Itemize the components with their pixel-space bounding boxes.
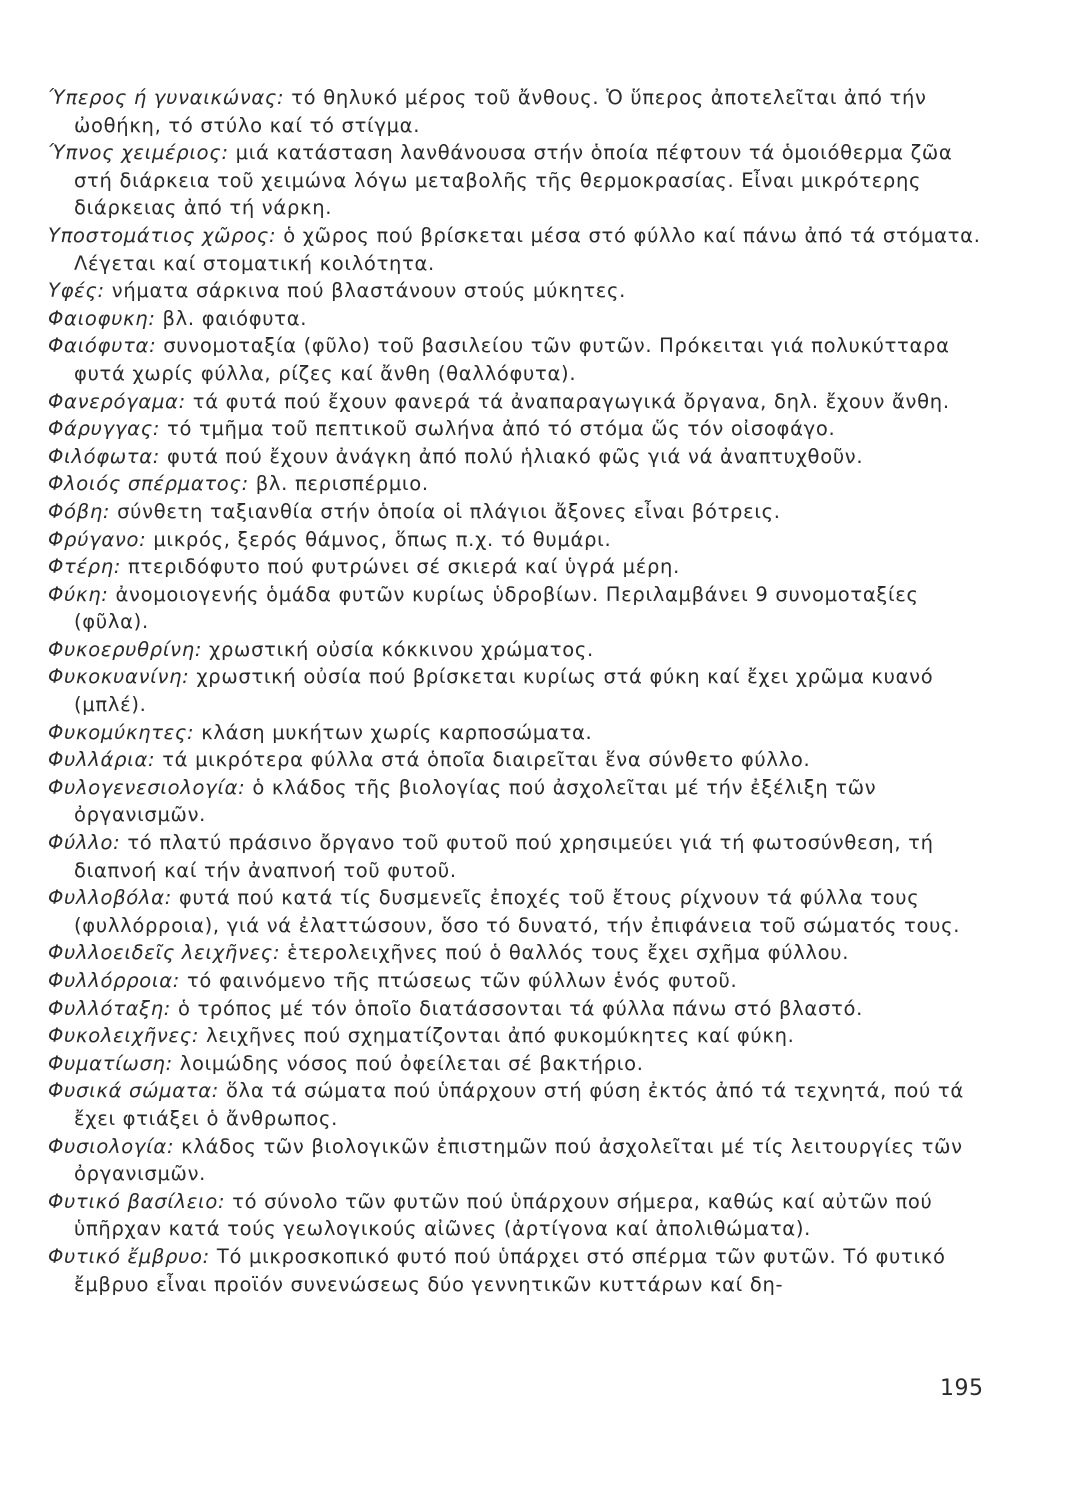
glossary-entry: [48, 1243, 988, 1298]
entry-term: Φύκη:: [48, 582, 109, 606]
entry-definition: λειχῆνες πού σχηματίζονται ἀπό φυκομύκητες καί φύκη.: [206, 1024, 795, 1048]
entry-term: Φυκολειχῆνες:: [48, 1024, 200, 1048]
entry-definition: φυτά πού κατά τίς δυσμενεῖς ἐποχές τοῦ ἔτους ρίχνουν τά φύλλα τους (φυλλόρροια), γιά νά ἐλαττώσουν, ὅσο τό δυνατό, τήν ἐπιφάνεια τοῦ σώματός τους.: [74, 886, 961, 937]
entry-definition: λοιμώδης νόσος πού ὀφείλεται σέ βακτήριο.: [179, 1051, 644, 1075]
entry-term: Φυλλοειδεῖς λειχῆνες:: [48, 941, 281, 965]
entry-term: Φτέρη:: [48, 555, 122, 579]
entry-definition: νήματα σάρκινα πού βλαστάνουν στούς μύκητες.: [111, 279, 627, 303]
entry-term: Φιλόφωτα:: [48, 444, 161, 468]
entry-definition: τό θηλυκό μέρος τοῦ ἄνθους. Ὁ ὕπερος ἀποτελεῖται ἀπό τήν ὠοθήκη, τό στύλο καί τό στίγμα.: [74, 86, 927, 137]
glossary-entry: [48, 1133, 988, 1188]
entry-definition: τά φυτά πού ἔχουν φανερά τά ἀναπαραγωγικά ὄργανα, δηλ. ἔχουν ἄνθη.: [192, 389, 950, 413]
glossary-entry: [48, 498, 988, 526]
glossary-entry: [48, 939, 988, 967]
glossary-entry: [48, 774, 988, 829]
glossary-entry: [48, 1050, 988, 1078]
glossary-entry: [48, 388, 988, 416]
entry-definition: μικρός, ξερός θάμνος, ὅπως π.χ. τό θυμάρι.: [153, 527, 612, 551]
entry-definition: κλάδος τῶν βιολογικῶν ἐπιστημῶν πού ἀσχολεῖται μέ τίς λειτουργίες τῶν ὀργανισμῶν.: [74, 1134, 963, 1186]
entry-term: Ύπερος ή γυναικώνας:: [48, 86, 285, 109]
glossary-list: [48, 84, 988, 1298]
glossary-entry: [48, 1022, 988, 1050]
glossary-entry: [48, 526, 988, 554]
entry-definition: ὁ κλάδος τῆς βιολογίας πού ἀσχολεῖται μέ τήν ἐξέλιξη τῶν ὀργανισμῶν.: [74, 775, 877, 827]
entry-term: Φυλλοβόλα:: [48, 886, 172, 910]
entry-definition: πτεριδόφυτο πού φυτρώνει σέ σκιερά καί ὑγρά μέρη.: [128, 555, 680, 579]
entry-term: Φαιόφυτα:: [48, 334, 157, 358]
entry-term: Φυματίωση:: [48, 1051, 173, 1075]
glossary-entry: [48, 829, 988, 884]
entry-term: Φυσικά σώματα:: [48, 1079, 220, 1103]
glossary-entry: [48, 470, 988, 498]
glossary-entry: [48, 1077, 988, 1132]
entry-term: Φλοιός σπέρματος:: [48, 472, 249, 496]
entry-term: Φύλλο:: [48, 831, 121, 855]
entry-term: Φυτικό ἔμβρυο:: [48, 1244, 210, 1268]
glossary-entry: [48, 636, 988, 664]
glossary-entry: [48, 139, 988, 222]
entry-definition: ἑτερολειχῆνες πού ὁ θαλλός τους ἔχει σχῆμα φύλλου.: [287, 941, 850, 965]
entry-term: Φυλλόταξη:: [48, 996, 172, 1020]
entry-term: Φυσιολογία:: [48, 1134, 175, 1158]
entry-term: Φόβη:: [48, 499, 111, 523]
entry-term: Φανερόγαμα:: [48, 389, 186, 413]
glossary-entry: [48, 663, 988, 718]
entry-definition: κλάση μυκήτων χωρίς καρποσώματα.: [201, 720, 593, 744]
entry-definition: τό σύνολο τῶν φυτῶν πού ὑπάρχουν σήμερα, καθώς καί αὐτῶν πού ὑπῆρχαν κατά τούς γεωλογικούς αἰῶνες (ἀρτίγονα καί ἀπολιθώματα).: [74, 1189, 933, 1241]
entry-definition: ὁ χῶρος πού βρίσκεται μέσα στό φύλλο καί πάνω ἀπό τά στόματα. Λέγεται καί στοματική κοιλότητα.: [74, 223, 981, 275]
entry-definition: ὅλα τά σώματα πού ὑπάρχουν στή φύση ἐκτός ἀπό τά τεχνητά, πού τά ἔχει φτιάξει ὁ ἄνθρωπος.: [74, 1079, 964, 1130]
entry-term: Φυλογενεσιολογία:: [48, 775, 246, 799]
entry-term: Ύπνος χειμέριος:: [48, 141, 229, 165]
entry-definition: μιά κατάσταση λανθάνουσα στήν ὁποία πέφτουν τά ὁμοιόθερμα ζῶα στή διάρκεια τοῦ χειμώνα λόγω μεταβολῆς τῆς θερμοκρασίας. Εἶναι μικρότερης διάρκειας ἀπό τή νάρκη.: [74, 141, 953, 220]
entry-term: Φρύγανο:: [48, 527, 147, 551]
entry-definition: συνομοταξία (φῦλο) τοῦ βασιλείου τῶν φυτῶν. Πρόκειται γιά πολυκύτταρα φυτά χωρίς φύλλα, ρίζες καί ἄνθη (θαλλόφυτα).: [74, 334, 950, 385]
glossary-entry: [48, 332, 988, 387]
entry-definition: ὁ τρόπος μέ τόν ὁποῖο διατάσσονται τά φύλλα πάνω στό βλαστό.: [177, 996, 863, 1020]
entry-term: Φυκοερυθρίνη:: [48, 637, 203, 661]
entry-term: Υφές:: [48, 279, 105, 303]
glossary-entry: [48, 305, 988, 333]
entry-term: Υποστομάτιος χῶρος:: [48, 223, 277, 247]
entry-definition: χρωστική οὐσία κόκκινου χρώματος.: [209, 637, 594, 661]
glossary-entry: [48, 415, 988, 443]
glossary-entry: [48, 995, 988, 1023]
entry-term: Φαιοφυκη:: [48, 306, 156, 330]
entry-definition: χρωστική οὐσία πού βρίσκεται κυρίως στά φύκη καί ἔχει χρῶμα κυανό (μπλέ).: [74, 665, 934, 717]
entry-term: Φυκομύκητες:: [48, 720, 195, 744]
glossary-entry: [48, 884, 988, 939]
glossary-entry: [48, 1188, 988, 1243]
entry-definition: σύνθετη ταξιανθία στήν ὁποία οἱ πλάγιοι ἄξονες εἶναι βότρεις.: [117, 499, 781, 523]
entry-term: Φυλλόρροια:: [48, 969, 181, 992]
entry-definition: τό φαινόμενο τῆς πτώσεως τῶν φύλλων ἑνός φυτοῦ.: [186, 969, 738, 992]
entry-term: Φυλλάρια:: [48, 748, 156, 772]
entry-definition: τά μικρότερα φύλλα στά ὁποῖα διαιρεῖται ἕνα σύνθετο φύλλο.: [162, 748, 811, 772]
entry-definition: βλ. φαιόφυτα.: [162, 306, 308, 330]
page-number: 195: [940, 1376, 984, 1401]
glossary-entry: [48, 443, 988, 471]
glossary-entry: [48, 967, 988, 995]
glossary-entry: [48, 746, 988, 774]
glossary-entry: [48, 553, 988, 581]
entry-definition: ἀνομοιογενής ὁμάδα φυτῶν κυρίως ὑδροβίων. Περιλαμβάνει 9 συνομοταξίες (φῦλα).: [74, 582, 919, 634]
entry-term: Φάρυγγας:: [48, 417, 161, 441]
entry-definition: τό τμῆμα τοῦ πεπτικοῦ σωλήνα ἀπό τό στόμα ὥς τόν οἰσοφάγο.: [167, 417, 836, 441]
glossary-entry: [48, 581, 988, 636]
glossary-entry: [48, 277, 988, 305]
entry-definition: τό πλατύ πράσινο ὄργανο τοῦ φυτοῦ πού χρησιμεύει γιά τή φωτοσύνθεση, τή διαπνοή καί τήν ἀναπνοή τοῦ φυτοῦ.: [74, 831, 934, 882]
entry-definition: Τό μικροσκοπικό φυτό πού ὑπάρχει στό σπέρμα τῶν φυτῶν. Τό φυτικό ἔμβρυο εἶναι προϊόν συνενώσεως δύο γεννητικῶν κυττάρων καί δη-: [74, 1244, 946, 1296]
glossary-entry: [48, 84, 988, 139]
glossary-entry: [48, 719, 988, 747]
entry-definition: βλ. περισπέρμιο.: [255, 472, 429, 496]
entry-definition: φυτά πού ἔχουν ἀνάγκη ἀπό πολύ ἡλιακό φῶς γιά νά ἀναπτυχθοῦν.: [166, 444, 864, 468]
entry-term: Φυτικό βασίλειο:: [48, 1189, 226, 1213]
entry-term: Φυκοκυανίνη:: [48, 665, 190, 689]
glossary-entry: [48, 222, 988, 277]
